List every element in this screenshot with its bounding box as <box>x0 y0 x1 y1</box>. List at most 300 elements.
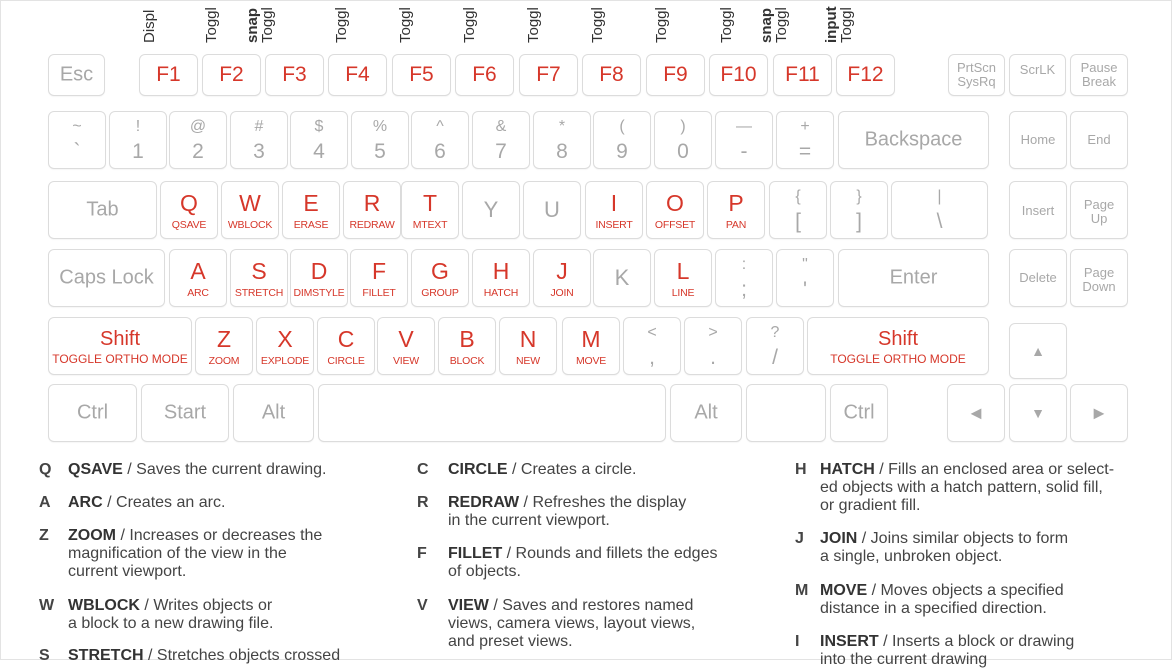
key-command: INSERT <box>595 219 633 231</box>
key-command: CIRCLE <box>327 355 365 367</box>
key-alt-right[interactable] <box>670 384 742 442</box>
key-shift-symbol: % <box>372 118 388 135</box>
key-sym10[interactable] <box>769 181 827 239</box>
shortcut-description: / Moves objects a specified <box>867 582 1064 599</box>
key-a[interactable] <box>169 249 227 307</box>
top-caption-text <box>245 7 275 43</box>
shortcut-text <box>448 494 686 530</box>
top-caption-text <box>526 7 541 43</box>
shortcut-description: / Saves the current drawing. <box>122 461 327 478</box>
shortcut-entry-i <box>795 633 1155 669</box>
shortcut-line: or gradient fill. <box>820 497 921 514</box>
key-letter: J <box>556 258 568 284</box>
shortcut-entry-z <box>39 527 399 581</box>
key-arrow-left[interactable] <box>947 384 1005 442</box>
key-base-symbol: 4 <box>313 140 325 163</box>
key-x[interactable] <box>256 317 314 375</box>
key-command: OFFSET <box>654 219 696 231</box>
key-insert[interactable] <box>1009 181 1067 239</box>
key-letter: P <box>728 190 744 216</box>
shortcut-line <box>68 527 322 545</box>
top-caption-1 <box>141 0 195 45</box>
key-f4-label: F4 <box>345 63 370 86</box>
key-command: GROUP <box>421 287 459 299</box>
shortcut-line <box>448 461 637 479</box>
key-f5[interactable] <box>392 54 451 96</box>
key-command: VIEW <box>392 355 420 367</box>
top-caption-3 <box>244 0 313 45</box>
key-n[interactable] <box>499 317 557 375</box>
key-ctrl-left-label: Ctrl <box>76 401 109 424</box>
key-pagedown[interactable] <box>1070 249 1128 307</box>
key-insert-label: Insert <box>1021 203 1055 218</box>
key-num-3[interactable] <box>230 111 288 169</box>
key-base-symbol: 8 <box>556 140 568 163</box>
shortcut-description: / Rounds and fillets the edges <box>502 545 718 562</box>
shortcut-line <box>820 633 1074 651</box>
shortcut-line: views, camera views, layout views, <box>448 615 696 632</box>
shortcut-entry-j <box>795 530 1155 566</box>
key-backspace-label: Backspace <box>864 128 963 151</box>
key-f2-label: F2 <box>219 63 244 86</box>
key-shift-symbol: * <box>558 118 566 135</box>
shortcut-command: WBLOCK <box>68 597 140 614</box>
top-caption-text <box>719 7 734 43</box>
key-f1-label: F1 <box>156 63 181 86</box>
key-base-symbol: , <box>649 346 655 369</box>
shortcut-line: distance in a specified direction. <box>820 600 1047 617</box>
key-shift-symbol: : <box>741 256 747 273</box>
shortcut-command: ARC <box>68 494 103 511</box>
key-letter: M <box>581 326 601 352</box>
shortcut-text <box>820 530 1068 566</box>
key-l[interactable] <box>654 249 712 307</box>
top-caption-text <box>654 7 669 43</box>
key-base-symbol: 9 <box>616 140 628 163</box>
key-b[interactable] <box>438 317 496 375</box>
top-caption-bold: input <box>823 6 840 43</box>
key-shift-symbol: ^ <box>436 118 444 135</box>
shortcut-line <box>68 597 273 615</box>
top-caption-bold: snap <box>244 7 261 43</box>
shortcut-line: magnification of the view in the <box>68 545 287 562</box>
top-caption-text <box>334 7 349 43</box>
shortcut-command: INSERT <box>820 633 879 650</box>
key-ctrl-right-label: Ctrl <box>843 401 875 424</box>
top-caption-line: Toggl <box>461 7 478 43</box>
shortcut-line <box>448 545 717 563</box>
top-caption-12 <box>823 0 892 45</box>
top-caption-line: Toggl <box>333 7 350 43</box>
key-capslock[interactable] <box>48 249 165 307</box>
key-command: JOIN <box>550 287 574 299</box>
shortcut-description: / Refreshes the display <box>519 494 687 511</box>
key-o[interactable] <box>646 181 704 239</box>
key-pause[interactable] <box>1070 54 1128 96</box>
key-z[interactable] <box>195 317 253 375</box>
key-sym8[interactable] <box>684 317 742 375</box>
key-sym9[interactable] <box>715 249 773 307</box>
shortcut-description: / Creates a circle. <box>507 461 637 478</box>
key-letter: W <box>239 190 261 216</box>
key-k[interactable] <box>593 249 651 307</box>
key-v[interactable] <box>377 317 435 375</box>
key-q[interactable] <box>160 181 218 239</box>
shortcut-entry-s <box>39 647 399 665</box>
key-shift-symbol: + <box>800 118 810 135</box>
key-f12[interactable] <box>836 54 895 96</box>
key-f3-label: F3 <box>282 63 307 86</box>
shortcut-key: C <box>417 461 429 478</box>
shortcut-key: J <box>795 530 804 547</box>
key-base-symbol: 5 <box>374 140 386 163</box>
top-caption-7 <box>525 0 579 45</box>
key-page-label-2: Page <box>1083 265 1115 280</box>
key-sym11[interactable] <box>830 181 888 239</box>
key-command: NEW <box>516 355 540 367</box>
shortcut-entry-c <box>417 461 777 479</box>
key-letter: E <box>303 190 319 216</box>
key-shift-symbol: ! <box>135 118 141 135</box>
key-num-9[interactable] <box>593 111 651 169</box>
top-caption-line: Toggl <box>259 7 276 43</box>
shortcut-description: / Fills an enclosed area or select- <box>874 461 1115 478</box>
key-prtscn[interactable] <box>948 54 1005 96</box>
shortcut-command: FILLET <box>448 545 503 562</box>
key-arrow-right[interactable] <box>1070 384 1128 442</box>
key-shift-symbol: $ <box>314 118 324 135</box>
shortcut-key: Q <box>39 461 52 478</box>
key-letter: L <box>676 258 690 284</box>
shortcut-line: and preset views. <box>448 633 573 650</box>
key-m[interactable] <box>562 317 620 375</box>
top-caption-text <box>759 7 789 43</box>
key-command: MTEXT <box>412 219 448 231</box>
key-base-symbol: 7 <box>495 140 507 163</box>
key-space[interactable] <box>318 384 666 442</box>
shortcut-line: in the current viewport. <box>448 512 610 529</box>
key-f9-label: F9 <box>663 63 688 86</box>
key-shift-left-sub: TOGGLE ORTHO MODE <box>52 352 188 366</box>
top-caption-11 <box>758 0 827 45</box>
shortcut-key: W <box>39 597 55 614</box>
key-delete-label: Delete <box>1019 270 1057 285</box>
key-d[interactable] <box>290 249 348 307</box>
top-caption-line: Toggl <box>653 7 670 43</box>
key-e[interactable] <box>282 181 340 239</box>
top-caption-line: Toggl <box>397 7 414 43</box>
shortcut-entry-h <box>795 461 1155 515</box>
shortcut-key: V <box>417 597 428 614</box>
key-pageup[interactable] <box>1070 181 1128 239</box>
key-shift-left[interactable] <box>48 317 192 375</box>
key-command: QSAVE <box>171 219 207 231</box>
key-f9[interactable] <box>646 54 705 96</box>
key-ctrl-left[interactable] <box>48 384 137 442</box>
shortcut-description: / Inserts a block or drawing <box>878 633 1075 650</box>
key-break-label: Break <box>1082 74 1116 89</box>
top-caption-text <box>590 7 605 43</box>
key-letter: R <box>363 190 381 216</box>
key-letter: V <box>398 326 414 352</box>
key-pause-label: Pause <box>1080 60 1118 75</box>
key-sysrq-label: SysRq <box>957 74 996 89</box>
key-shift-symbol: ) <box>680 118 686 135</box>
key-base-symbol: ' <box>802 278 807 301</box>
shortcut-key: S <box>39 647 50 664</box>
shortcut-description: / Joins similar objects to form <box>857 530 1069 547</box>
key-f11[interactable] <box>773 54 832 96</box>
key-y[interactable] <box>462 181 520 239</box>
key-f5-label: F5 <box>409 63 434 86</box>
key-command: STRETCH <box>234 287 284 299</box>
key-i[interactable] <box>585 181 643 239</box>
shortcut-entry-m <box>795 582 1155 618</box>
key-esc[interactable] <box>48 54 105 96</box>
key-shift-left-label: Shift <box>99 328 141 350</box>
key-command: ZOOM <box>208 355 240 367</box>
key-letter: G <box>431 258 449 284</box>
key-c[interactable] <box>317 317 375 375</box>
key-home[interactable] <box>1009 111 1067 169</box>
key-u[interactable] <box>523 181 581 239</box>
shortcut-command: JOIN <box>820 530 858 547</box>
key-f10[interactable] <box>709 54 768 96</box>
key-shift-symbol: < <box>647 324 657 341</box>
key-letter: T <box>422 190 438 216</box>
key-f3[interactable] <box>265 54 324 96</box>
key-scrlk-label: ScrLK <box>1019 62 1056 77</box>
key-r[interactable] <box>343 181 401 239</box>
key-letter: Z <box>216 326 232 352</box>
key-base-symbol: / <box>772 346 778 369</box>
key-down-label: Down <box>1082 279 1116 294</box>
key-shift-symbol: # <box>254 118 264 135</box>
top-caption-9 <box>653 0 707 45</box>
shortcut-line <box>68 461 326 479</box>
key-letter: K <box>614 265 630 290</box>
top-caption-text <box>142 10 157 43</box>
shortcut-entry-w <box>39 597 399 633</box>
key-enter[interactable] <box>838 249 989 307</box>
key-command: REDRAW <box>349 219 395 231</box>
key-alt-left-label: Alt <box>261 401 286 424</box>
top-caption-bold: snap <box>758 7 775 43</box>
key-sym12[interactable] <box>891 181 988 239</box>
key-f8-label: F8 <box>599 63 624 86</box>
shortcut-description: / Increases or decreases the <box>116 527 323 544</box>
key-letter: U <box>544 197 560 222</box>
key-num-11[interactable] <box>715 111 773 169</box>
top-caption-text <box>824 6 854 43</box>
key-scrlk[interactable] <box>1009 54 1066 96</box>
shortcut-key: M <box>795 582 809 599</box>
top-caption-8 <box>589 0 643 45</box>
key-letter: D <box>310 258 328 284</box>
key-s[interactable] <box>230 249 288 307</box>
key-f8[interactable] <box>582 54 641 96</box>
shortcut-line: a block to a new drawing file. <box>68 615 274 632</box>
key-base-symbol: [ <box>795 210 801 233</box>
arrow-down-icon: ▼ <box>1031 405 1045 421</box>
top-caption-4 <box>333 0 387 45</box>
shortcut-text <box>820 582 1064 618</box>
top-caption-text <box>398 7 413 43</box>
shortcut-line: current viewport. <box>68 563 187 580</box>
shortcut-key: I <box>795 633 800 650</box>
key-command: ARC <box>187 287 209 299</box>
key-letter: N <box>519 326 537 352</box>
key-letter: C <box>337 326 355 352</box>
shortcut-description: / Writes objects or <box>139 597 273 614</box>
key-g[interactable] <box>411 249 469 307</box>
key-arrow-up[interactable] <box>1009 323 1067 379</box>
shortcut-text <box>68 527 322 581</box>
key-t[interactable] <box>401 181 459 239</box>
top-caption-line: Toggl <box>203 7 220 43</box>
top-caption-6 <box>461 0 515 45</box>
key-num-4[interactable] <box>290 111 348 169</box>
key-page-label: Page <box>1083 197 1115 212</box>
arrow-left-icon: ◀ <box>970 404 982 421</box>
shortcut-command: ZOOM <box>68 527 116 544</box>
key-h[interactable] <box>472 249 530 307</box>
key-alt-right-label: Alt <box>694 401 718 424</box>
key-base-symbol: ` <box>73 140 81 163</box>
key-f7[interactable] <box>519 54 578 96</box>
key-letter: S <box>251 258 267 284</box>
key-base-symbol: ] <box>856 210 862 233</box>
key-num-10[interactable] <box>654 111 712 169</box>
key-f12-label: F12 <box>847 63 884 86</box>
shortcut-description: / Stretches objects crossed <box>143 647 341 664</box>
key-base-symbol: 2 <box>192 140 204 163</box>
key-end[interactable] <box>1070 111 1128 169</box>
key-num-2[interactable] <box>169 111 227 169</box>
key-f7-label: F7 <box>536 63 561 86</box>
key-sym9[interactable] <box>746 317 804 375</box>
key-f4[interactable] <box>328 54 387 96</box>
key-start[interactable] <box>141 384 229 442</box>
key-shift-symbol: — <box>736 118 752 135</box>
key-base-symbol: ; <box>741 278 747 301</box>
arrow-up-icon: ▲ <box>1031 343 1045 359</box>
key-prtscn-label: PrtScn <box>956 60 996 75</box>
shortcut-line <box>820 582 1064 600</box>
top-caption-text <box>462 7 477 43</box>
key-start-label: Start <box>163 401 207 424</box>
key-sym7[interactable] <box>623 317 681 375</box>
key-up-label: Up <box>1090 211 1108 226</box>
key-shift-right-sub: TOGGLE ORTHO MODE <box>830 352 966 366</box>
key-f1[interactable] <box>139 54 198 96</box>
key-menu[interactable] <box>746 384 826 442</box>
key-enter-label: Enter <box>889 266 938 289</box>
key-command: PAN <box>725 219 747 231</box>
key-num-0[interactable] <box>48 111 106 169</box>
key-shift-symbol: " <box>802 256 808 273</box>
key-backspace[interactable] <box>838 111 989 169</box>
key-base-symbol: 0 <box>677 140 689 163</box>
top-caption-5 <box>397 0 451 45</box>
key-end-label: End <box>1087 132 1111 147</box>
key-num-8[interactable] <box>533 111 591 169</box>
shortcut-entry-a <box>39 494 399 512</box>
key-j[interactable] <box>533 249 591 307</box>
key-sym10[interactable] <box>776 249 834 307</box>
key-f2[interactable] <box>202 54 261 96</box>
shortcut-text <box>448 461 637 479</box>
shortcut-command: HATCH <box>820 461 875 478</box>
key-capslock-label: Caps Lock <box>59 266 154 289</box>
key-delete[interactable] <box>1009 249 1067 307</box>
shortcut-line <box>68 494 225 512</box>
shortcut-line <box>68 647 340 665</box>
shortcut-line: ed objects with a hatch pattern, solid fill, <box>820 479 1103 496</box>
key-alt-left[interactable] <box>233 384 314 442</box>
key-w[interactable] <box>221 181 279 239</box>
shortcut-line: into the current drawing <box>820 651 988 668</box>
shortcut-key: A <box>39 494 51 511</box>
key-num-12[interactable] <box>776 111 834 169</box>
key-command: MOVE <box>575 355 607 367</box>
shortcut-line <box>448 494 686 512</box>
key-num-1[interactable] <box>109 111 167 169</box>
key-ctrl-right[interactable] <box>830 384 888 442</box>
key-shift-symbol: > <box>708 324 718 341</box>
key-f6[interactable] <box>455 54 514 96</box>
shortcut-text <box>68 494 225 512</box>
shortcut-text <box>820 461 1114 515</box>
key-base-symbol: - <box>740 140 748 163</box>
key-letter: O <box>666 190 684 216</box>
top-caption-line: Toggl <box>589 7 606 43</box>
shortcut-command: STRETCH <box>68 647 144 664</box>
key-tab[interactable] <box>48 181 157 239</box>
key-base-symbol: 3 <box>253 140 265 163</box>
key-p[interactable] <box>707 181 765 239</box>
top-caption-line: Displ <box>141 9 158 43</box>
shortcut-entry-q <box>39 461 399 479</box>
key-command: EXPLODE <box>260 355 310 367</box>
key-letter: I <box>610 190 618 216</box>
shortcut-text <box>448 597 695 651</box>
key-command: DIMSTYLE <box>293 287 345 299</box>
key-num-7[interactable] <box>472 111 530 169</box>
shortcut-key: Z <box>39 527 49 544</box>
shortcut-line: of objects. <box>448 563 521 580</box>
key-arrow-down[interactable] <box>1009 384 1067 442</box>
arrow-right-icon: ▶ <box>1093 404 1105 421</box>
key-num-5[interactable] <box>351 111 409 169</box>
key-command: BLOCK <box>449 355 485 367</box>
key-shift-right[interactable] <box>807 317 989 375</box>
key-shift-symbol: ( <box>619 118 625 135</box>
key-shift-symbol: @ <box>189 118 207 135</box>
key-command: HATCH <box>483 287 519 299</box>
key-f[interactable] <box>350 249 408 307</box>
shortcut-text <box>448 545 717 581</box>
key-num-6[interactable] <box>411 111 469 169</box>
shortcut-text <box>68 647 340 665</box>
shortcut-key: F <box>417 545 427 562</box>
key-shift-symbol: } <box>856 188 862 205</box>
key-command: WBLOCK <box>227 219 273 231</box>
key-base-symbol: \ <box>936 210 943 233</box>
shortcut-entry-r <box>417 494 777 530</box>
key-esc-label: Esc <box>59 63 94 86</box>
top-caption-line: Toggl <box>525 7 542 43</box>
